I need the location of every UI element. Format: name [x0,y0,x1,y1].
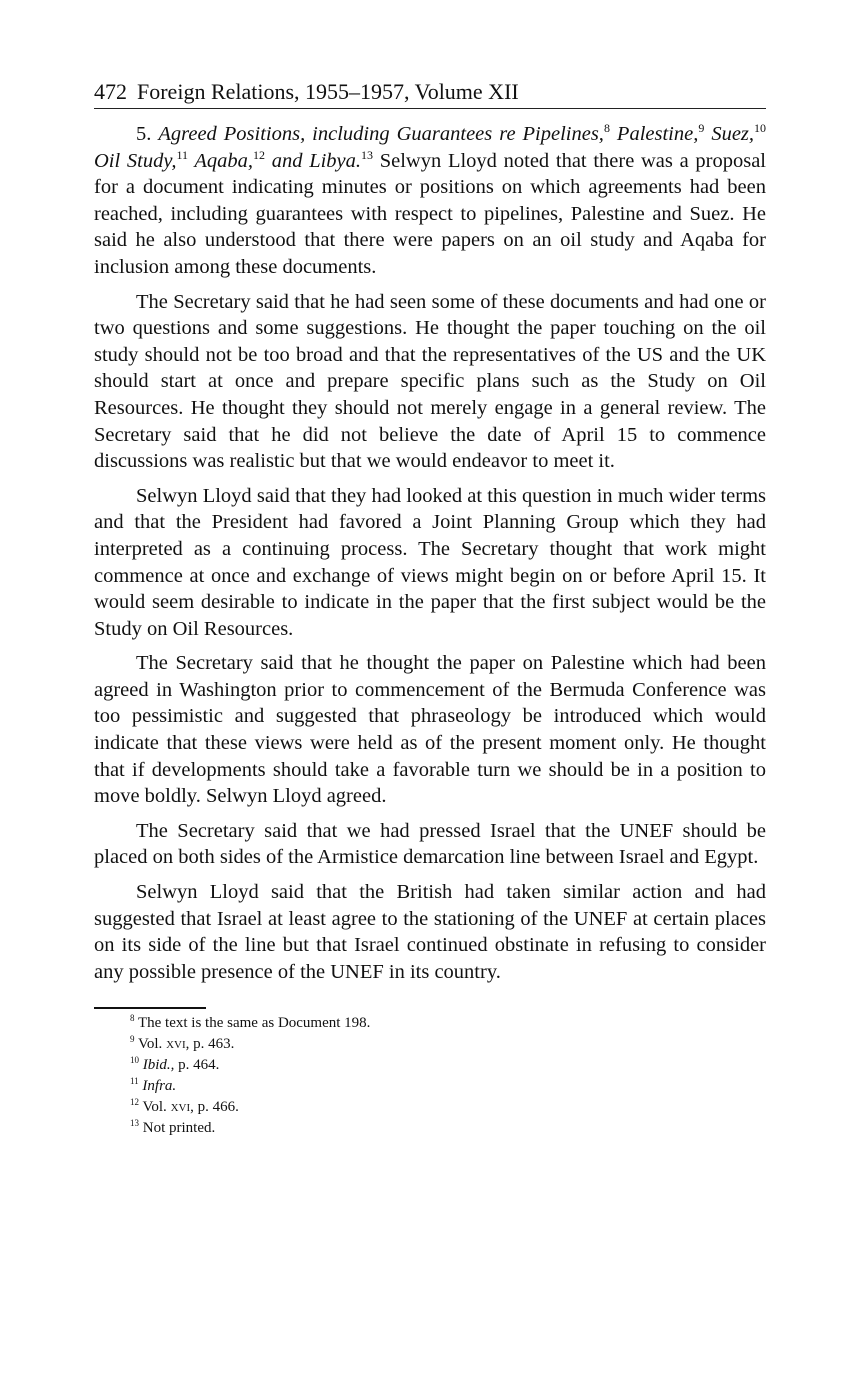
document-body [94,121,766,985]
paragraph: The Secretary said that we had pressed Israel that the UNEF should be placed on both sides of the Armistice demarcation line between Israel and Egypt. [94,819,766,869]
footnote-ref: 12 [253,147,266,162]
footnote-13: $^{13}$ Not printed. [130,1118,216,1137]
footnote-8: $^8$ The text is the same as Document 198. [130,1013,371,1032]
footnote-divider [94,1007,206,1009]
footnote-ref: 13 [361,147,374,162]
running-header [94,78,766,109]
footnote-11: $^{11}$ Infra. [130,1076,177,1095]
footnote-ref: 8 [603,121,610,136]
footnote-ref: 10 [754,121,767,136]
section-number: 5. [136,123,152,145]
footnote-10: $^{10}$ Ibid., p. 464. [130,1055,220,1074]
footnotes [130,1013,766,1139]
paragraph: Selwyn Lloyd said that they had looked at this question in much wider terms and that the President had favored a Joint Planning Group which they had interpreted as a continuing process. The Secretary thought that work might commence at once and exchange of views might begin on or before April 15. It would seem desirable to indicate in the paper that the first subject would be the Study on Oil Resources. [94,484,766,640]
document-page [94,78,766,1139]
paragraph: The Secretary said that he had seen some of these documents and had one or two questions and some suggestions. He thought the paper touching on the oil study should not be too broad and that the representatives of the US and the UK should start at once and prepare specific plans such as the Study on Oil Resources. He thought they should not merely engage in a general review. The Secretary said that he did not believe the date of April 15 to commence discussions was realistic but that we would endeavor to meet it. [94,290,766,473]
footnote-12: $^{12}$ Vol. xvi, p. 466. [130,1097,239,1116]
paragraph: Selwyn Lloyd said that the British had taken similar action and had suggested that Israel at least agree to the stationing of the UNEF at certain places on its side of the line but that Israel continued obstinate in refusing to consider any possible presence of the UNEF in its country. [94,881,766,983]
paragraph-text: Selwyn Lloyd noted that there was a proposal for a document indicating minutes or positions on which agreements had been reached, including guarantees with respect to pipelines, Palestine and Suez. He said he also understood that there were papers on an oil study and Aqaba for inclusion among these documents. [94,149,767,278]
footnote-ref: 11 [176,147,189,162]
page-number: 472 [94,79,127,104]
section-heading: Agreed Positions, including Guarantees re Pipelines,$^8$ Palestine,$^9$ Suez,$^{10}$ Oil Study,$^{11}$ Aqaba,$^{12}$ and Libya.$^{13}$ [94,121,767,172]
footnote-9: $^9$ Vol. xvi, p. 463. [130,1034,235,1053]
paragraph: The Secretary said that he thought the paper on Palestine which had been agreed in Washington prior to commencement of the Bermuda Conference was too pessimistic and suggested that phraseology be introduced which would indicate that these views were held as of the present moment only. He thought that if developments should take a favorable turn we should be in a position to move boldly. Selwyn Lloyd agreed. [94,652,766,808]
footnote-ref: 9 [698,121,705,136]
volume-title: Foreign Relations, 1955–1957, Volume XII [137,79,519,104]
section-paragraph [94,121,766,281]
